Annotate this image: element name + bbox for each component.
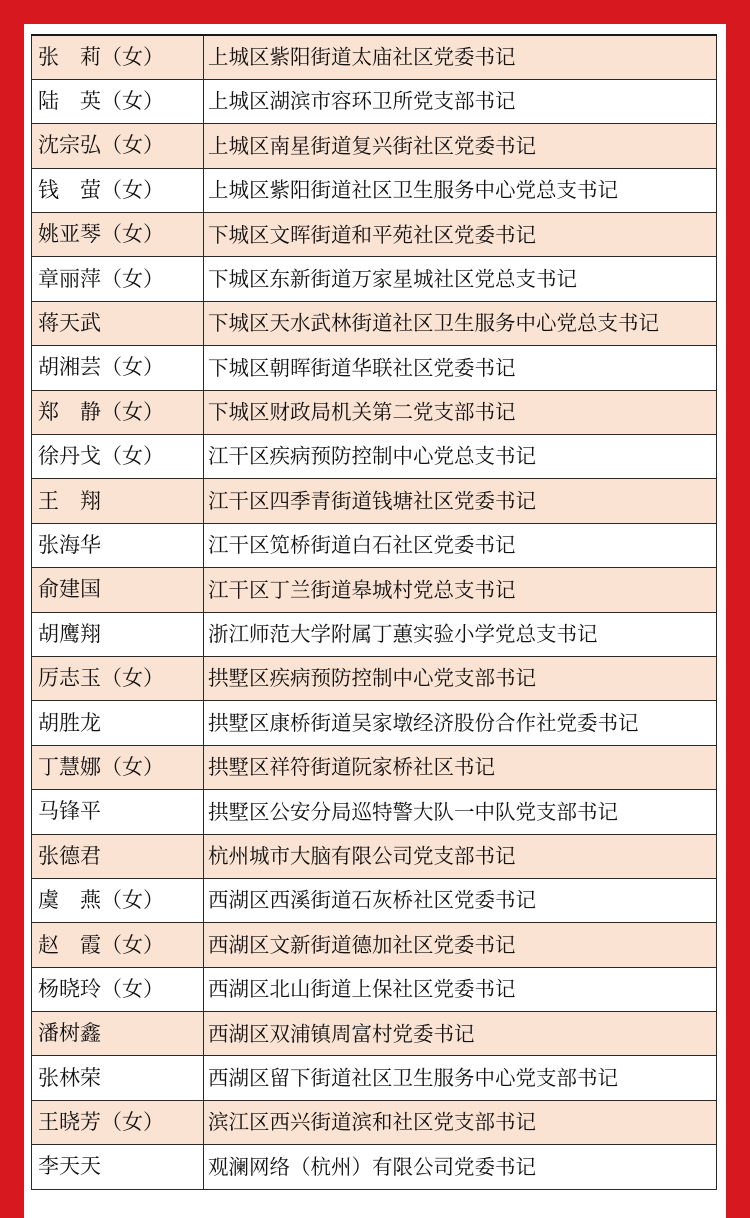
title-cell: 观澜网络（杭州）有限公司党委书记: [204, 1145, 717, 1189]
honoree-table-body: [32, 35, 717, 1189]
title-cell: 下城区天水武林街道社区卫生服务中心党总支书记: [204, 301, 717, 345]
title-cell: 浙江师范大学附属丁蕙实验小学党总支书记: [204, 612, 717, 656]
table-row: [32, 1145, 717, 1189]
name-cell: 姚亚琴（女）: [32, 213, 204, 257]
table-row: [32, 834, 717, 878]
table-row: [32, 790, 717, 834]
table-row: [32, 257, 717, 301]
title-cell: 江干区疾病预防控制中心党总支书记: [204, 435, 717, 479]
name-cell: 张林荣: [32, 1056, 204, 1100]
name-cell: 赵 霞（女）: [32, 923, 204, 967]
title-cell: 滨江区西兴街道滨和社区党支部书记: [204, 1100, 717, 1144]
title-cell: 上城区紫阳街道太庙社区党委书记: [204, 35, 717, 79]
table-row: [32, 213, 717, 257]
name-cell: 张德君: [32, 834, 204, 878]
table-row: [32, 701, 717, 745]
table-row: [32, 390, 717, 434]
name-cell: 王 翔: [32, 479, 204, 523]
table-row: [32, 878, 717, 922]
name-cell: 胡湘芸（女）: [32, 346, 204, 390]
title-cell: 拱墅区康桥街道吴家墩经济股份合作社党委书记: [204, 701, 717, 745]
name-cell: 马锋平: [32, 790, 204, 834]
name-cell: 丁慧娜（女）: [32, 745, 204, 789]
title-cell: 西湖区文新街道德加社区党委书记: [204, 923, 717, 967]
title-cell: 西湖区留下街道社区卫生服务中心党支部书记: [204, 1056, 717, 1100]
title-cell: 拱墅区公安分局巡特警大队一中队党支部书记: [204, 790, 717, 834]
name-cell: 胡鹰翔: [32, 612, 204, 656]
name-cell: 郑 静（女）: [32, 390, 204, 434]
name-cell: 钱 萤（女）: [32, 168, 204, 212]
title-cell: 下城区朝晖街道华联社区党委书记: [204, 346, 717, 390]
table-row: [32, 301, 717, 345]
title-cell: 上城区南星街道复兴街社区党委书记: [204, 124, 717, 168]
table-row: [32, 168, 717, 212]
name-cell: 徐丹戈（女）: [32, 435, 204, 479]
name-cell: 潘树鑫: [32, 1012, 204, 1056]
title-cell: 上城区湖滨市容环卫所党支部书记: [204, 79, 717, 123]
name-cell: 张 莉（女）: [32, 35, 204, 79]
table-row: [32, 479, 717, 523]
title-cell: 下城区文晖街道和平苑社区党委书记: [204, 213, 717, 257]
name-cell: 章丽萍（女）: [32, 257, 204, 301]
title-cell: 江干区丁兰街道皋城村党总支书记: [204, 568, 717, 612]
table-row: [32, 967, 717, 1011]
table-row: [32, 1100, 717, 1144]
table-row: [32, 923, 717, 967]
table-row: [32, 745, 717, 789]
name-cell: 胡胜龙: [32, 701, 204, 745]
name-cell: 蒋天武: [32, 301, 204, 345]
name-cell: 杨晓玲（女）: [32, 967, 204, 1011]
table-row: [32, 435, 717, 479]
title-cell: 拱墅区疾病预防控制中心党支部书记: [204, 656, 717, 700]
title-cell: 下城区财政局机关第二党支部书记: [204, 390, 717, 434]
table-row: [32, 523, 717, 567]
title-cell: 西湖区双浦镇周富村党委书记: [204, 1012, 717, 1056]
name-cell: 沈宗弘（女）: [32, 124, 204, 168]
title-cell: 西湖区北山街道上保社区党委书记: [204, 967, 717, 1011]
table-row: [32, 612, 717, 656]
name-cell: 厉志玉（女）: [32, 656, 204, 700]
table-row: [32, 79, 717, 123]
name-cell: 陆 英（女）: [32, 79, 204, 123]
title-cell: 江干区四季青街道钱塘社区党委书记: [204, 479, 717, 523]
name-cell: 张海华: [32, 523, 204, 567]
table-row: [32, 124, 717, 168]
table-row: [32, 1056, 717, 1100]
table-row: [32, 346, 717, 390]
table-row: [32, 656, 717, 700]
name-cell: 俞建国: [32, 568, 204, 612]
title-cell: 杭州城市大脑有限公司党支部书记: [204, 834, 717, 878]
title-cell: 下城区东新街道万家星城社区党总支书记: [204, 257, 717, 301]
name-cell: 李天天: [32, 1145, 204, 1189]
table-row: [32, 568, 717, 612]
title-cell: 江干区笕桥街道白石社区党委书记: [204, 523, 717, 567]
name-cell: 王晓芳（女）: [32, 1100, 204, 1144]
table-row: [32, 1012, 717, 1056]
honoree-table: [31, 34, 717, 1190]
title-cell: 西湖区西溪街道石灰桥社区党委书记: [204, 878, 717, 922]
title-cell: 上城区紫阳街道社区卫生服务中心党总支书记: [204, 168, 717, 212]
title-cell: 拱墅区祥符街道阮家桥社区书记: [204, 745, 717, 789]
content-panel: [24, 24, 726, 1218]
name-cell: 虞 燕（女）: [32, 878, 204, 922]
table-row: [32, 35, 717, 79]
